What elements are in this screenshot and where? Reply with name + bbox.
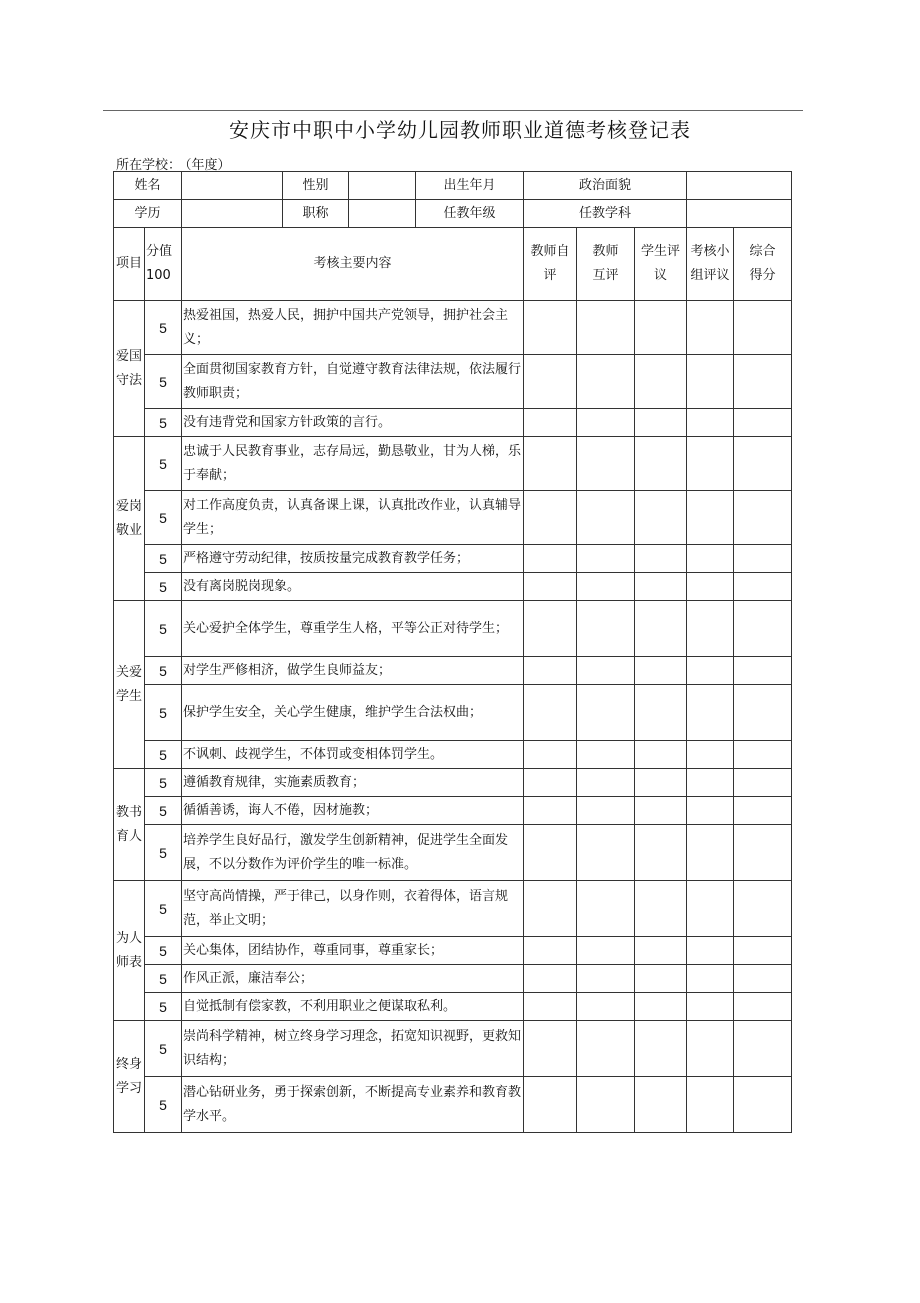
total-score-cell[interactable] <box>734 657 792 685</box>
category-line-2: 学习 <box>115 1080 142 1096</box>
student-eval-cell[interactable] <box>635 769 687 797</box>
category-cell <box>114 601 145 769</box>
header-score <box>145 228 182 301</box>
header-self-1: 教师自 <box>530 244 570 259</box>
header-student <box>635 228 687 301</box>
info-row-1 <box>114 172 792 200</box>
content-cell: 全面贯彻国家教育方针，自觉遵守教育法律法规，依法履行教师职责； <box>182 355 524 409</box>
student-eval-cell[interactable] <box>635 965 687 993</box>
category-line-1: 为人 <box>115 930 142 946</box>
student-eval-cell[interactable] <box>635 545 687 573</box>
student-eval-cell[interactable] <box>635 881 687 937</box>
student-eval-cell[interactable] <box>635 491 687 545</box>
category-line-1: 教书 <box>115 804 142 820</box>
category-cell <box>114 881 145 1021</box>
title-value[interactable] <box>349 200 416 228</box>
self-eval-cell[interactable] <box>524 1077 577 1133</box>
student-eval-cell[interactable] <box>635 993 687 1021</box>
score-cell: 5 <box>145 1021 182 1077</box>
self-eval-cell[interactable] <box>524 685 577 741</box>
score-cell: 5 <box>145 825 182 881</box>
political-value[interactable] <box>687 172 792 200</box>
category-line-1: 爱岗 <box>115 498 142 514</box>
group-eval-cell[interactable] <box>687 409 734 437</box>
peer-eval-cell[interactable] <box>577 409 635 437</box>
header-total-1: 综合 <box>749 244 776 259</box>
table-row <box>114 545 792 573</box>
total-score-cell[interactable] <box>734 491 792 545</box>
content-cell: 严格遵守劳动纪律，按质按量完成教育教学任务； <box>182 545 524 573</box>
content-cell: 作风正派，廉洁奉公； <box>182 965 524 993</box>
group-eval-cell[interactable] <box>687 601 734 657</box>
self-eval-cell[interactable] <box>524 573 577 601</box>
student-eval-cell[interactable] <box>635 1021 687 1077</box>
table-row <box>114 355 792 409</box>
content-cell: 没有离岗脱岗现象。 <box>182 573 524 601</box>
label-name: 姓名 <box>114 172 182 200</box>
top-rule <box>103 110 803 111</box>
table-row <box>114 1077 792 1133</box>
category-line-2: 敬业 <box>115 522 142 538</box>
total-score-cell[interactable] <box>734 741 792 769</box>
student-eval-cell[interactable] <box>635 409 687 437</box>
group-eval-cell[interactable] <box>687 491 734 545</box>
peer-eval-cell[interactable] <box>577 1021 635 1077</box>
score-cell: 5 <box>145 741 182 769</box>
content-cell: 循循善诱，诲人不倦，因材施教； <box>182 797 524 825</box>
year-label: （年度） <box>185 158 231 173</box>
score-cell: 5 <box>145 993 182 1021</box>
peer-eval-cell[interactable] <box>577 741 635 769</box>
peer-eval-cell[interactable] <box>577 491 635 545</box>
content-cell: 遵循教育规律，实施素质教育； <box>182 769 524 797</box>
label-gender: 性别 <box>283 172 349 200</box>
table-row <box>114 1021 792 1077</box>
gender-value[interactable] <box>349 172 416 200</box>
group-eval-cell[interactable] <box>687 437 734 491</box>
group-eval-cell[interactable] <box>687 741 734 769</box>
group-eval-cell[interactable] <box>687 993 734 1021</box>
table-row <box>114 573 792 601</box>
score-cell: 5 <box>145 545 182 573</box>
header-score-total: 100 <box>146 268 171 283</box>
score-cell: 5 <box>145 769 182 797</box>
total-score-cell[interactable] <box>734 825 792 881</box>
content-cell: 不讽刺、歧视学生，不体罚或变相体罚学生。 <box>182 741 524 769</box>
table-row <box>114 437 792 491</box>
table-row <box>114 491 792 545</box>
header-self <box>524 228 577 301</box>
label-political: 政治面貌 <box>524 172 687 200</box>
header-student-2: 议 <box>654 268 668 283</box>
score-cell: 5 <box>145 491 182 545</box>
self-eval-cell[interactable] <box>524 769 577 797</box>
category-cell <box>114 301 145 437</box>
peer-eval-cell[interactable] <box>577 685 635 741</box>
header-row <box>114 228 792 301</box>
table-row <box>114 409 792 437</box>
table-row <box>114 965 792 993</box>
group-eval-cell[interactable] <box>687 545 734 573</box>
total-score-cell[interactable] <box>734 301 792 355</box>
assessment-table <box>113 171 792 1133</box>
peer-eval-cell[interactable] <box>577 545 635 573</box>
category-line-2: 守法 <box>115 372 142 388</box>
total-score-cell[interactable] <box>734 993 792 1021</box>
group-eval-cell[interactable] <box>687 797 734 825</box>
score-cell: 5 <box>145 437 182 491</box>
category-cell <box>114 437 145 601</box>
score-cell: 5 <box>145 301 182 355</box>
group-eval-cell[interactable] <box>687 1021 734 1077</box>
score-cell: 5 <box>145 409 182 437</box>
student-eval-cell[interactable] <box>635 573 687 601</box>
total-score-cell[interactable] <box>734 965 792 993</box>
self-eval-cell[interactable] <box>524 1021 577 1077</box>
total-score-cell[interactable] <box>734 1021 792 1077</box>
group-eval-cell[interactable] <box>687 1077 734 1133</box>
group-eval-cell[interactable] <box>687 965 734 993</box>
category-line-1: 终身 <box>115 1056 142 1072</box>
total-score-cell[interactable] <box>734 797 792 825</box>
peer-eval-cell[interactable] <box>577 573 635 601</box>
content-cell: 保护学生安全，关心学生健康，维护学生合法权曲； <box>182 685 524 741</box>
total-score-cell[interactable] <box>734 685 792 741</box>
self-eval-cell[interactable] <box>524 657 577 685</box>
self-eval-cell[interactable] <box>524 797 577 825</box>
student-eval-cell[interactable] <box>635 601 687 657</box>
header-self-2: 评 <box>543 268 557 283</box>
student-eval-cell[interactable] <box>635 825 687 881</box>
score-cell: 5 <box>145 1077 182 1133</box>
peer-eval-cell[interactable] <box>577 825 635 881</box>
total-score-cell[interactable] <box>734 437 792 491</box>
table-row <box>114 993 792 1021</box>
student-eval-cell[interactable] <box>635 301 687 355</box>
table-row <box>114 301 792 355</box>
total-score-cell[interactable] <box>734 1077 792 1133</box>
header-item: 项目 <box>114 228 145 301</box>
header-peer-1: 教师 <box>592 244 619 259</box>
category-line-2: 学生 <box>115 688 142 704</box>
table-row <box>114 601 792 657</box>
label-education: 学历 <box>114 200 182 228</box>
self-eval-cell[interactable] <box>524 937 577 965</box>
label-birth: 出生年月 <box>416 172 524 200</box>
content-cell: 崇尚科学精神，树立终身学习理念，拓宽知识视野，更救知识结构； <box>182 1021 524 1077</box>
peer-eval-cell[interactable] <box>577 993 635 1021</box>
group-eval-cell[interactable] <box>687 937 734 965</box>
table-row <box>114 685 792 741</box>
table-row <box>114 741 792 769</box>
student-eval-cell[interactable] <box>635 797 687 825</box>
peer-eval-cell[interactable] <box>577 601 635 657</box>
header-total-2: 得分 <box>749 268 776 283</box>
group-eval-cell[interactable] <box>687 573 734 601</box>
self-eval-cell[interactable] <box>524 355 577 409</box>
score-cell: 5 <box>145 573 182 601</box>
group-eval-cell[interactable] <box>687 825 734 881</box>
self-eval-cell[interactable] <box>524 601 577 657</box>
table-row <box>114 881 792 937</box>
category-cell <box>114 769 145 881</box>
total-score-cell[interactable] <box>734 881 792 937</box>
content-cell: 坚守高尚情操，严于律己，以身作则，衣着得体，语言规范，举止文明； <box>182 881 524 937</box>
category-line-1: 爱国 <box>115 348 142 364</box>
self-eval-cell[interactable] <box>524 741 577 769</box>
peer-eval-cell[interactable] <box>577 657 635 685</box>
peer-eval-cell[interactable] <box>577 797 635 825</box>
table-row <box>114 937 792 965</box>
student-eval-cell[interactable] <box>635 657 687 685</box>
label-subject: 任教学科 <box>524 200 687 228</box>
student-eval-cell[interactable] <box>635 1077 687 1133</box>
peer-eval-cell[interactable] <box>577 769 635 797</box>
peer-eval-cell[interactable] <box>577 437 635 491</box>
group-eval-cell[interactable] <box>687 685 734 741</box>
header-group-2: 组评议 <box>690 268 730 283</box>
content-cell: 自觉抵制有偿家教，不利用职业之便谋取私利。 <box>182 993 524 1021</box>
category-line-2: 师表 <box>115 954 142 970</box>
peer-eval-cell[interactable] <box>577 881 635 937</box>
content-cell: 没有违背党和国家方针政策的言行。 <box>182 409 524 437</box>
total-score-cell[interactable] <box>734 355 792 409</box>
header-content: 考核主要内容 <box>182 228 524 301</box>
header-peer <box>577 228 635 301</box>
group-eval-cell[interactable] <box>687 881 734 937</box>
score-cell: 5 <box>145 965 182 993</box>
content-cell: 培养学生良好品行，激发学生创新精神，促进学生全面发展，不以分数作为评价学生的唯一标准。 <box>182 825 524 881</box>
score-cell: 5 <box>145 657 182 685</box>
category-cell <box>114 1021 145 1133</box>
label-grade: 任教年级 <box>416 200 524 228</box>
student-eval-cell[interactable] <box>635 355 687 409</box>
content-cell: 关心爱护全体学生，尊重学生人格，平等公正对待学生； <box>182 601 524 657</box>
score-cell: 5 <box>145 685 182 741</box>
score-cell: 5 <box>145 355 182 409</box>
header-total <box>734 228 792 301</box>
self-eval-cell[interactable] <box>524 881 577 937</box>
score-cell: 5 <box>145 881 182 937</box>
header-group-1: 考核小 <box>690 244 730 259</box>
total-score-cell[interactable] <box>734 769 792 797</box>
content-cell: 关心集体，团结协作，尊重同事，尊重家长； <box>182 937 524 965</box>
content-cell: 对学生严修相济，做学生良师益友； <box>182 657 524 685</box>
self-eval-cell[interactable] <box>524 545 577 573</box>
category-line-2: 育人 <box>115 828 142 844</box>
self-eval-cell[interactable] <box>524 825 577 881</box>
peer-eval-cell[interactable] <box>577 355 635 409</box>
peer-eval-cell[interactable] <box>577 937 635 965</box>
peer-eval-cell[interactable] <box>577 301 635 355</box>
category-line-1: 关爱 <box>115 664 142 680</box>
group-eval-cell[interactable] <box>687 657 734 685</box>
header-group <box>687 228 734 301</box>
header-score-label: 分值 <box>146 244 173 259</box>
table-row <box>114 825 792 881</box>
table-row <box>114 657 792 685</box>
label-title: 职称 <box>283 200 349 228</box>
student-eval-cell[interactable] <box>635 685 687 741</box>
table-row <box>114 769 792 797</box>
student-eval-cell[interactable] <box>635 437 687 491</box>
content-cell: 潜心钻研业务，勇于探索创新，不断提高专业素养和教育教学水平。 <box>182 1077 524 1133</box>
score-cell: 5 <box>145 937 182 965</box>
education-value[interactable] <box>182 200 283 228</box>
group-eval-cell[interactable] <box>687 355 734 409</box>
self-eval-cell[interactable] <box>524 993 577 1021</box>
self-eval-cell[interactable] <box>524 301 577 355</box>
content-cell: 热爱祖国，热爱人民，拥护中国共产党领导，拥护社会主义； <box>182 301 524 355</box>
content-cell: 忠诚于人民教育事业，志存局远，勤恳敬业，甘为人梯，乐于奉献； <box>182 437 524 491</box>
score-cell: 5 <box>145 797 182 825</box>
content-cell: 对工作高度负责，认真备课上课，认真批改作业，认真辅导学生； <box>182 491 524 545</box>
school-label: 所在学校： <box>116 158 182 173</box>
total-score-cell[interactable] <box>734 409 792 437</box>
total-score-cell[interactable] <box>734 937 792 965</box>
self-eval-cell[interactable] <box>524 409 577 437</box>
group-eval-cell[interactable] <box>687 301 734 355</box>
total-score-cell[interactable] <box>734 573 792 601</box>
name-value[interactable] <box>182 172 283 200</box>
table-row <box>114 797 792 825</box>
self-eval-cell[interactable] <box>524 965 577 993</box>
subject-value[interactable] <box>687 200 792 228</box>
total-score-cell[interactable] <box>734 601 792 657</box>
group-eval-cell[interactable] <box>687 769 734 797</box>
total-score-cell[interactable] <box>734 545 792 573</box>
info-row-2 <box>114 200 792 228</box>
score-cell: 5 <box>145 601 182 657</box>
self-eval-cell[interactable] <box>524 437 577 491</box>
peer-eval-cell[interactable] <box>577 1077 635 1133</box>
self-eval-cell[interactable] <box>524 491 577 545</box>
peer-eval-cell[interactable] <box>577 965 635 993</box>
header-student-1: 学生评 <box>641 244 681 259</box>
header-peer-2: 互评 <box>592 268 619 283</box>
student-eval-cell[interactable] <box>635 937 687 965</box>
student-eval-cell[interactable] <box>635 741 687 769</box>
page-title: 安庆市中职中小学幼儿园教师职业道德考核登记表 <box>229 118 691 142</box>
